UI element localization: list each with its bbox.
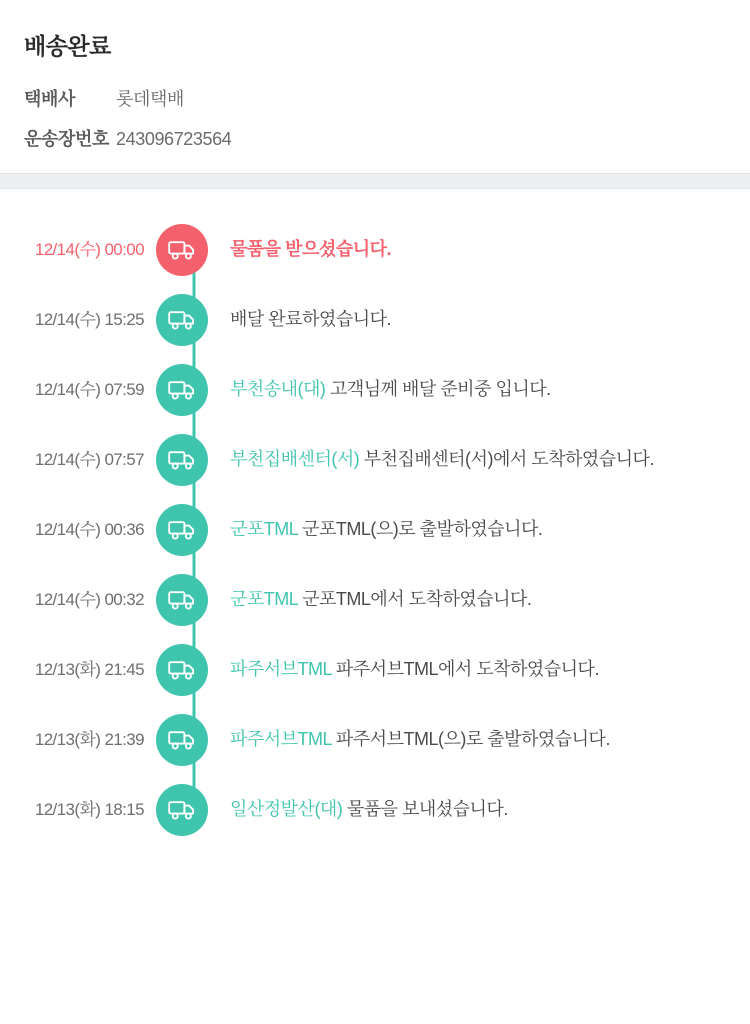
- event-location: 파주서브TML: [230, 729, 332, 750]
- timeline-event: [0, 775, 750, 845]
- timeline-event: [0, 425, 750, 495]
- timeline-event: [0, 215, 750, 285]
- event-timestamp: 12/14(수) 07:59: [34, 380, 144, 399]
- event-timestamp: 12/13(화) 21:39: [34, 730, 144, 749]
- event-timestamp: 12/14(수) 00:00: [34, 240, 144, 259]
- event-timestamp: 12/14(수) 15:25: [34, 310, 144, 329]
- event-description: [208, 726, 750, 754]
- event-description: [208, 306, 750, 334]
- timeline-event: [0, 285, 750, 355]
- truck-icon: [156, 294, 208, 346]
- event-description: [208, 516, 750, 544]
- event-message: 파주서브TML에서 도착하였습니다.: [335, 659, 599, 680]
- delivery-timeline: [0, 189, 750, 869]
- event-timestamp: 12/14(수) 00:32: [34, 590, 144, 609]
- event-location: 군포TML: [230, 589, 298, 610]
- page-title: 배송완료: [24, 33, 111, 59]
- event-location: 부천송내(대): [230, 379, 326, 400]
- truck-icon: [156, 644, 208, 696]
- event-timestamp: 12/13(화) 21:45: [34, 660, 144, 679]
- timeline-event: [0, 355, 750, 425]
- carrier-row: [24, 85, 726, 111]
- truck-icon: [156, 364, 208, 416]
- timeline-event: [0, 635, 750, 705]
- truck-icon: [156, 504, 208, 556]
- truck-icon: [156, 784, 208, 836]
- event-location: 군포TML: [230, 519, 298, 540]
- event-description: [208, 376, 750, 404]
- event-description: [208, 446, 750, 474]
- event-location: 파주서브TML: [230, 659, 332, 680]
- event-description: [208, 656, 750, 684]
- event-timestamp: 12/13(화) 18:15: [34, 800, 144, 819]
- truck-icon: [156, 714, 208, 766]
- event-message: 물품을 보내셨습니다.: [346, 799, 508, 820]
- event-timestamp: 12/14(수) 00:36: [34, 520, 144, 539]
- truck-icon: [156, 434, 208, 486]
- tracking-number-value: 243096723564: [116, 129, 232, 149]
- event-message: 부천집배센터(서)에서 도착하였습니다.: [363, 449, 654, 470]
- carrier-label: 택배사: [24, 89, 75, 109]
- timeline-event: [0, 565, 750, 635]
- truck-icon: [156, 224, 208, 276]
- event-description: [208, 586, 750, 614]
- event-message: 고객님께 배달 준비중 입니다.: [329, 379, 551, 400]
- event-location: 일산정발산(대): [230, 799, 343, 820]
- event-message: 군포TML에서 도착하였습니다.: [302, 589, 532, 610]
- event-message: 군포TML(으)로 출발하였습니다.: [302, 519, 543, 540]
- timeline-event: [0, 495, 750, 565]
- delivery-header: [0, 0, 750, 173]
- event-message: 파주서브TML(으)로 출발하였습니다.: [335, 729, 610, 750]
- tracking-number-label: 운송장번호: [24, 129, 109, 149]
- event-description: [208, 796, 750, 824]
- event-description: [208, 236, 750, 264]
- carrier-value: 롯데택배: [116, 89, 184, 109]
- event-timestamp: 12/14(수) 07:57: [34, 450, 144, 469]
- truck-icon: [156, 574, 208, 626]
- tracking-row: [24, 125, 726, 151]
- event-message: 물품을 받으셨습니다.: [230, 239, 391, 260]
- section-divider: [0, 173, 750, 189]
- timeline-event: [0, 705, 750, 775]
- event-message: 배달 완료하였습니다.: [230, 309, 391, 330]
- event-location: 부천집배센터(서): [230, 449, 360, 470]
